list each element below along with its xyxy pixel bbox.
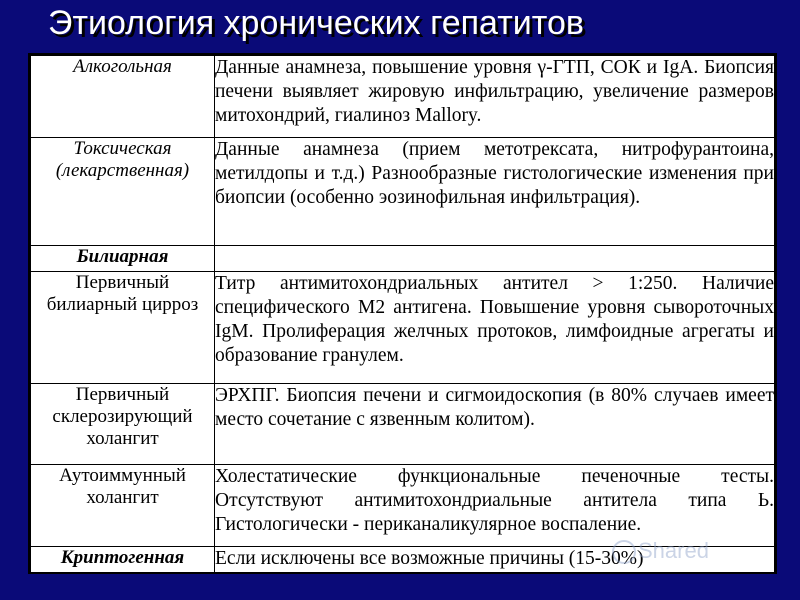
row-description: Если исключены все возможные причины (15-30%) — [215, 547, 775, 573]
row-description: Данные анамнеза (прием метотрексата, нитрофурантоина, метилдопы и т.д.) Разнообразные гистологические изменения при биопсии (особенно эозинофильная инфильтрация). — [215, 138, 775, 246]
row-description: Данные анамнеза, повышение уровня γ-ГТП, СОК и IgA. Биопсия печени выявляет жировую инфильтрацию, увеличение размеров митохондрий, гиалиноз Mallory. — [215, 56, 775, 138]
row-category: Токсическая (лекарственная) — [31, 138, 215, 246]
table-row — [31, 56, 775, 138]
row-category: Первичный билиарный цирроз — [31, 272, 215, 384]
table-row — [31, 138, 775, 246]
watermark — [612, 538, 709, 564]
table-row — [31, 465, 775, 547]
row-category: Аутоиммунный холангит — [31, 465, 215, 547]
row-category: Алкогольная — [31, 56, 215, 138]
etiology-table — [28, 53, 777, 574]
table-row — [31, 384, 775, 465]
row-description: Холестатические функциональные печеночные тесты. Отсутствуют антимитохондриальные антитела типа Ь. Гистологически - периканаликулярное воспаление. — [215, 465, 775, 547]
row-description — [215, 246, 775, 272]
watermark-text: Shared — [638, 538, 709, 563]
row-category: Билиарная — [31, 246, 215, 272]
row-description: Титр антимитохондриальных антител > 1:250. Наличие специфического M2 антигена. Повышение уровня сывороточных IgM. Пролиферация желчных протоков, лимфоидные агрегаты и образование гранулем. — [215, 272, 775, 384]
table-row — [31, 272, 775, 384]
row-category: Криптогенная — [31, 547, 215, 573]
watermark-logo-icon — [612, 540, 636, 564]
table-row — [31, 246, 775, 272]
row-category: Первичный склерозирующий холангит — [31, 384, 215, 465]
slide-title: Этиология хронических гепатитов — [48, 4, 584, 42]
row-description: ЭРХПГ. Биопсия печени и сигмоидоскопия (в 80% случаев имеет место сочетание с язвенным колитом). — [215, 384, 775, 465]
